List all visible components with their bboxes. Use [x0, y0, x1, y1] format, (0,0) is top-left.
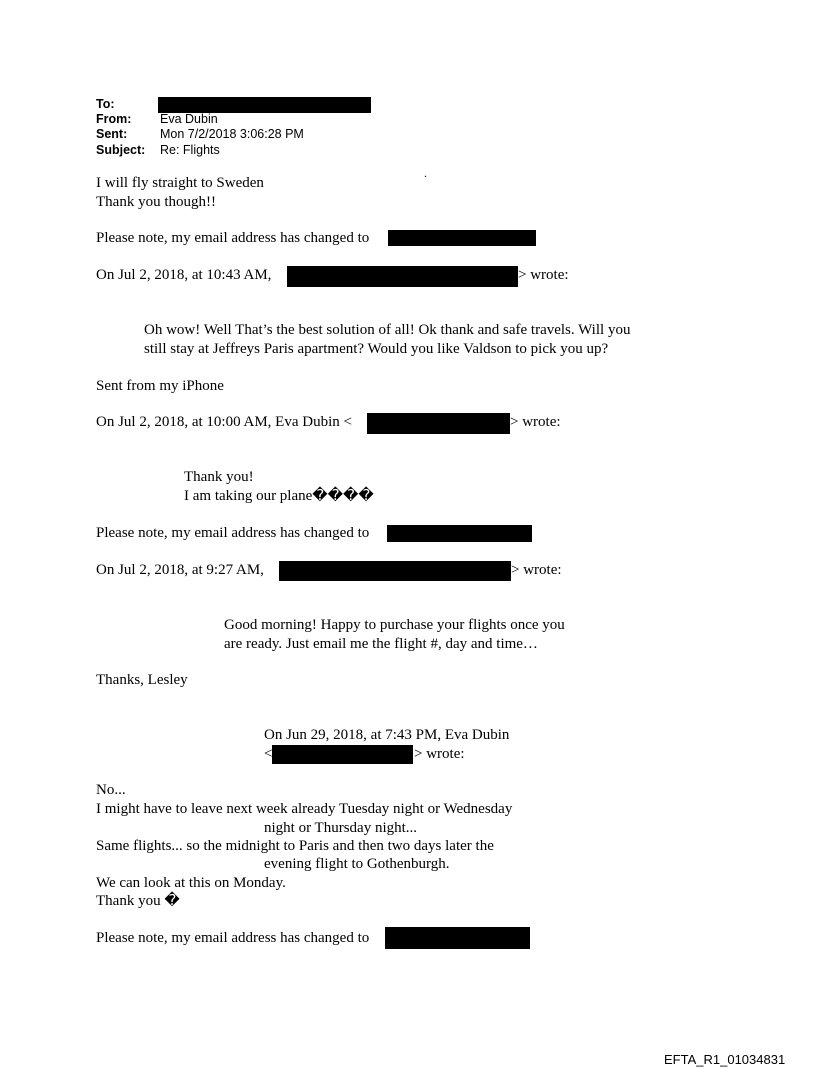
- quote-intro: On Jun 29, 2018, at 7:43 PM, Eva Dubin: [264, 727, 510, 743]
- sent-from-signature: Sent from my iPhone: [96, 378, 224, 394]
- quote-intro: On Jul 2, 2018, at 9:27 AM,: [96, 562, 264, 578]
- email-change-note: Please note, my email address has changed to: [96, 230, 370, 246]
- message-line: I might have to leave next week already Tuesday night or Wednesday: [96, 801, 513, 817]
- quote-intro-suffix: > wrote:: [518, 267, 569, 283]
- subject-value: Re: Flights: [160, 143, 220, 157]
- message-line: Thank you though!!: [96, 194, 216, 210]
- redacted-email: [388, 230, 536, 246]
- message-line: are ready. Just email me the flight #, day and time…: [224, 636, 538, 652]
- quote-intro: On Jul 2, 2018, at 10:43 AM,: [96, 267, 272, 283]
- redacted-sender: [287, 266, 518, 287]
- redacted-email: [272, 745, 413, 764]
- redacted-email: [387, 525, 532, 542]
- redacted-email: [385, 927, 530, 949]
- redacted-sender: [279, 561, 511, 581]
- message-line: Thank you!: [184, 469, 254, 485]
- redacted-recipient: [158, 97, 371, 113]
- quote-intro-bracket: <: [264, 746, 273, 762]
- email-change-note: Please note, my email address has changed to: [96, 930, 370, 946]
- message-line: I am taking our plane����: [184, 488, 374, 504]
- message-line: Thank you �: [96, 893, 180, 909]
- message-line: Good morning! Happy to purchase your flights once you: [224, 617, 565, 633]
- from-value: Eva Dubin: [160, 112, 218, 126]
- quote-intro-suffix: > wrote:: [510, 414, 561, 430]
- message-line: night or Thursday night...: [264, 820, 418, 836]
- quote-intro: On Jul 2, 2018, at 10:00 AM, Eva Dubin <: [96, 414, 352, 430]
- message-line: No...: [96, 782, 126, 798]
- message-line: still stay at Jeffreys Paris apartment? Would you like Valdson to pick you up?: [144, 341, 609, 357]
- quote-intro-suffix: > wrote:: [414, 746, 465, 762]
- signoff: Thanks, Lesley: [96, 672, 188, 688]
- message-line: I will fly straight to Sweden: [96, 175, 264, 191]
- stray-mark: .: [424, 166, 427, 180]
- document-id: EFTA_R1_01034831: [664, 1052, 786, 1067]
- message-line: Same flights... so the midnight to Paris and then two days later the: [96, 838, 494, 854]
- subject-label: Subject:: [96, 143, 146, 157]
- redacted-email: [367, 413, 510, 434]
- sent-label: Sent:: [96, 127, 128, 141]
- from-label: From:: [96, 112, 132, 126]
- message-line: evening flight to Gothenburgh.: [264, 856, 450, 872]
- email-change-note: Please note, my email address has changed to: [96, 525, 370, 541]
- message-line: Oh wow! Well That’s the best solution of all! Ok thank and safe travels. Will you: [144, 322, 631, 338]
- sent-value: Mon 7/2/2018 3:06:28 PM: [160, 127, 304, 141]
- message-line: We can look at this on Monday.: [96, 875, 286, 891]
- to-label: To:: [96, 97, 115, 111]
- quote-intro-suffix: > wrote:: [511, 562, 562, 578]
